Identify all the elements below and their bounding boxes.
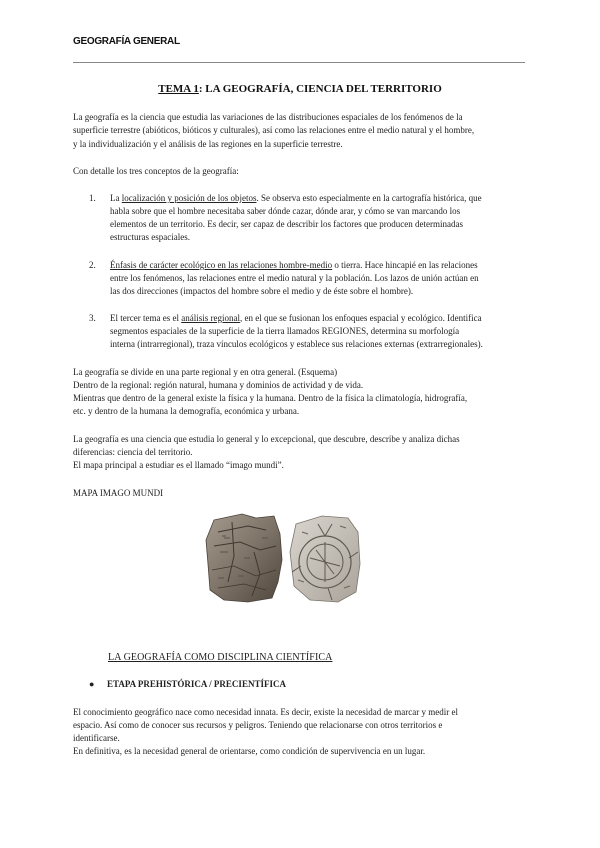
list-line: interna (intrarregional), traza vínculos ecológicos y establece sus relaciones externas (extrarregionales). [110, 339, 483, 349]
division-line-3: Mientras que dentro de la general existe la física y la humana. Dentro de la física la climatología, hidrografía, [73, 393, 468, 403]
division-line-1: La geografía se divide en una parte regional y en otra general. (Esquema) [73, 367, 338, 377]
list-item [89, 312, 529, 352]
prehistoric-line-2: espacio. Así como de conocer sus recursos y peligros. Teniendo que relacionarse con otros territorios e [73, 720, 443, 730]
intro-line-3: y la individualización y el análisis de las regiones en la superficie terrestre. [73, 139, 343, 149]
list-number: 2. [89, 260, 96, 270]
list-number: 1. [89, 193, 96, 203]
list-line: las dos direcciones (impactos del hombre sobre el medio y de éste sobre el hombre). [110, 286, 414, 296]
title-rest: : LA GEOGRAFÍA, CIENCIA DEL TERRITORIO [198, 83, 442, 95]
bullet-label: ETAPA PREHISTÓRICA / PRECIENTÍFICA [107, 679, 286, 689]
list-line: segmentos espaciales de la superficie de la tierra llamados REGIONES, determina su morfología [110, 326, 460, 336]
division-line-2: Dentro de la regional: región natural, humana y dominios de actividad y de vida. [73, 380, 364, 390]
header-rule [73, 62, 525, 63]
prehistoric-line-4: En definitiva, es la necesidad general de orientarse, como condición de supervivencia en un lugar. [73, 746, 426, 756]
list-item [89, 259, 529, 299]
tablet-image-left [204, 512, 284, 604]
lead-underlined: Énfasis de carácter ecológico en las relaciones hombre-medio [110, 260, 333, 270]
map-caption: MAPA IMAGO MUNDI [73, 488, 164, 498]
list-line: estructuras espaciales. [110, 232, 190, 242]
division-line-4: etc. y dentro de la humana la demografía, económica y urbana. [73, 406, 300, 416]
lead-before: La [110, 193, 122, 203]
science-line-2: diferencias: ciencia del territorio. [73, 447, 193, 457]
list-item [89, 192, 529, 246]
list-text [110, 192, 530, 244]
intro-line-2: superficie terrestre (abióticos, bióticos y culturales), así como las relaciones entre el medio natural y el hombre, [73, 125, 475, 135]
lead-underlined: localización y posición de los objetos [121, 193, 257, 203]
science-line-1: La geografía es una ciencia que estudia lo general y lo excepcional, que descubre, describe y analiza dichas [73, 434, 460, 444]
tablet-image-right [288, 512, 362, 604]
lead-after: . Se observa esto especialmente en la cartografía histórica, que [256, 193, 482, 203]
title-prefix: TEMA 1 [158, 83, 199, 95]
detail-intro: Con detalle los tres conceptos de la geografía: [73, 166, 239, 176]
lead-before: El tercer tema es el [110, 313, 182, 323]
list-line: habla sobre que el hombre necesitaba saber dónde cazar, dónde arar, y cómo se van marcando los [110, 206, 461, 216]
running-header: GEOGRAFÍA GENERAL [73, 36, 180, 47]
lead-after: o tierra. Hace hincapié en las relaciones [332, 260, 478, 270]
prehistoric-line-1: El conocimiento geográfico nace como necesidad innata. Es decir, existe la necesidad de marcar y medir el [73, 707, 458, 717]
science-line-3: El mapa principal a estudiar es el llamado “imago mundi”. [73, 460, 284, 470]
list-line: entre los fenómenos, las relaciones entre el medio natural y la población. Los lazos de unión actúan en [110, 273, 479, 283]
section-title: LA GEOGRAFÍA COMO DISCIPLINA CIENTÍFICA [108, 652, 333, 663]
prehistoric-line-3: identificarse. [73, 733, 120, 743]
intro-line-1: La geografía es la ciencia que estudia las variaciones de las distribuciones espaciales de los fenómenos de la [73, 112, 463, 122]
list-text [110, 312, 530, 351]
list-text [110, 259, 530, 298]
list-number: 3. [89, 313, 96, 323]
bullet-dot-icon: ● [89, 679, 95, 689]
lead-underlined: análisis regional [181, 313, 240, 323]
lead-after: , en el que se fusionan los enfoques espacial y ecológico. Identifica [239, 313, 482, 323]
list-line: elementos de un territorio. Es decir, ser capaz de describir los factores que producen determinadas [110, 219, 463, 229]
page-title [0, 83, 600, 95]
